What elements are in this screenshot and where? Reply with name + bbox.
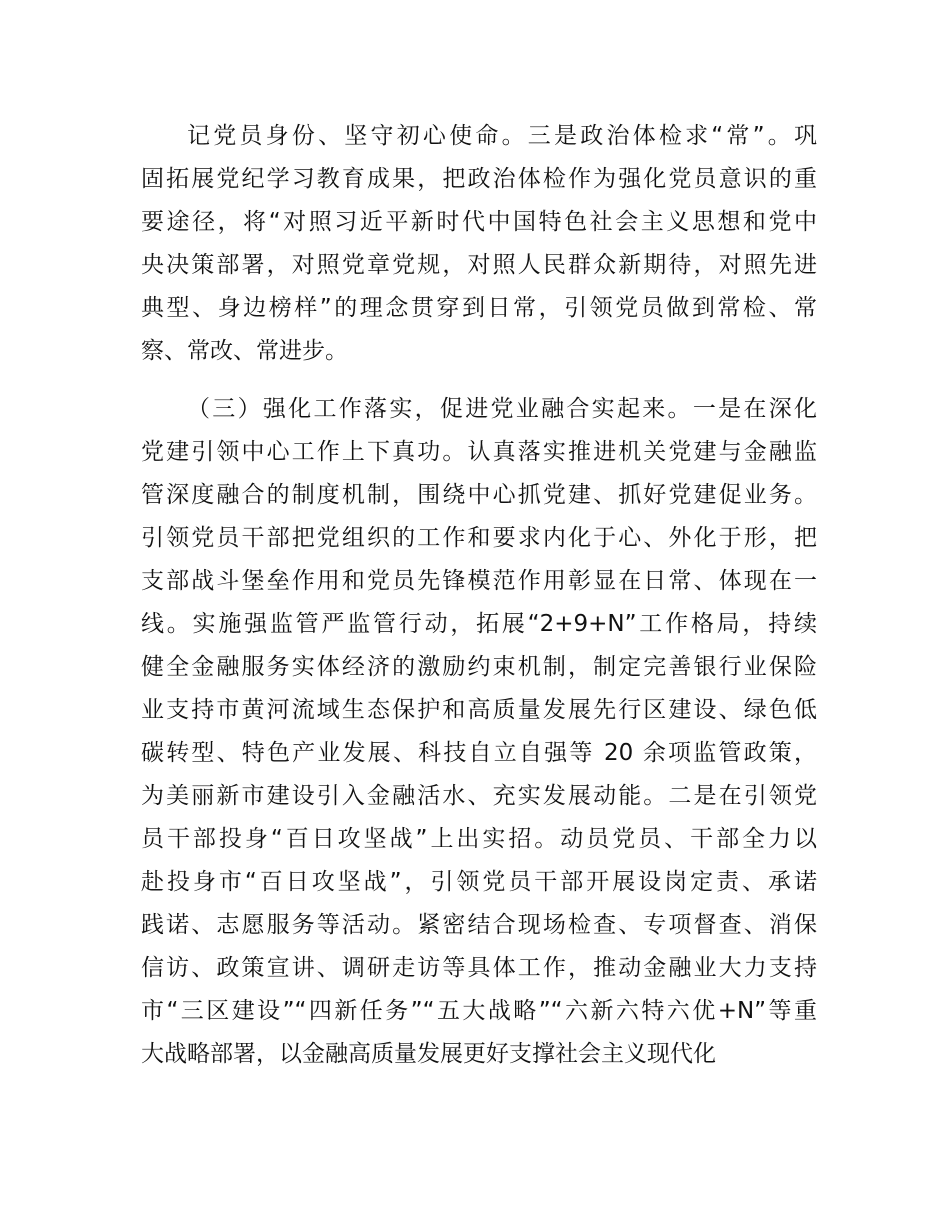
paragraph-work-implementation <box>141 388 817 1076</box>
text-line: （三）强化工作落实，促进党业融合实起来。一是在深化 <box>187 396 817 422</box>
text-line: 业支持市黄河流域生态保护和高质量发展先行区建设、绿色低 <box>141 697 817 723</box>
text-line: 典型、身边榜样”的理念贯穿到日常，引领党员做到常检、常 <box>141 295 817 321</box>
text-line: 要途径，将“对照习近平新时代中国特色社会主义思想和党中 <box>141 209 817 235</box>
text-line: 健全金融服务实体经济的激励约束机制，制定完善银行业保险 <box>141 654 817 680</box>
paragraph-political-checkup <box>141 115 817 373</box>
text-line: 党建引领中心工作上下真功。认真落实推进机关党建与金融监 <box>141 439 817 465</box>
text-line: 管深度融合的制度机制，围绕中心抓党建、抓好党建促业务。 <box>141 482 817 508</box>
text-line: 市“三区建设”“四新任务”“五大战略”“六新六特六优+N”等重 <box>141 998 817 1024</box>
text-line: 固拓展党纪学习教育成果，把政治体检作为强化党员意识的重 <box>141 166 817 192</box>
text-line: 线。实施强监管严监管行动，拓展“2+9+N”工作格局，持续 <box>141 611 817 637</box>
text-line: 引领党员干部把党组织的工作和要求内化于心、外化于形，把 <box>141 525 817 551</box>
text-line: 支部战斗堡垒作用和党员先锋模范作用彰显在日常、体现在一 <box>141 568 817 594</box>
text-line: 为美丽新市建设引入金融活水、充实发展动能。二是在引领党 <box>141 783 817 809</box>
text-line: 信访、政策宣讲、调研走访等具体工作，推动金融业大力支持 <box>141 955 817 981</box>
text-line: 赴投身市“百日攻坚战”，引领党员干部开展设岗定责、承诺 <box>141 869 817 895</box>
text-line: 察、常改、常进步。 <box>141 338 348 364</box>
text-line: 碳转型、特色产业发展、科技自立自强等 20 余项监管政策， <box>141 740 817 766</box>
text-line: 大战略部署，以金融高质量发展更好支撑社会主义现代化 <box>141 1041 716 1067</box>
text-line: 践诺、志愿服务等活动。紧密结合现场检查、专项督查、消保 <box>141 912 817 938</box>
text-line: 员干部投身“百日攻坚战”上出实招。动员党员、干部全力以 <box>141 826 817 852</box>
text-line: 央决策部署，对照党章党规，对照人民群众新期待，对照先进 <box>141 252 817 278</box>
text-line: 记党员身份、坚守初心使命。三是政治体检求“常”。巩 <box>187 123 817 149</box>
